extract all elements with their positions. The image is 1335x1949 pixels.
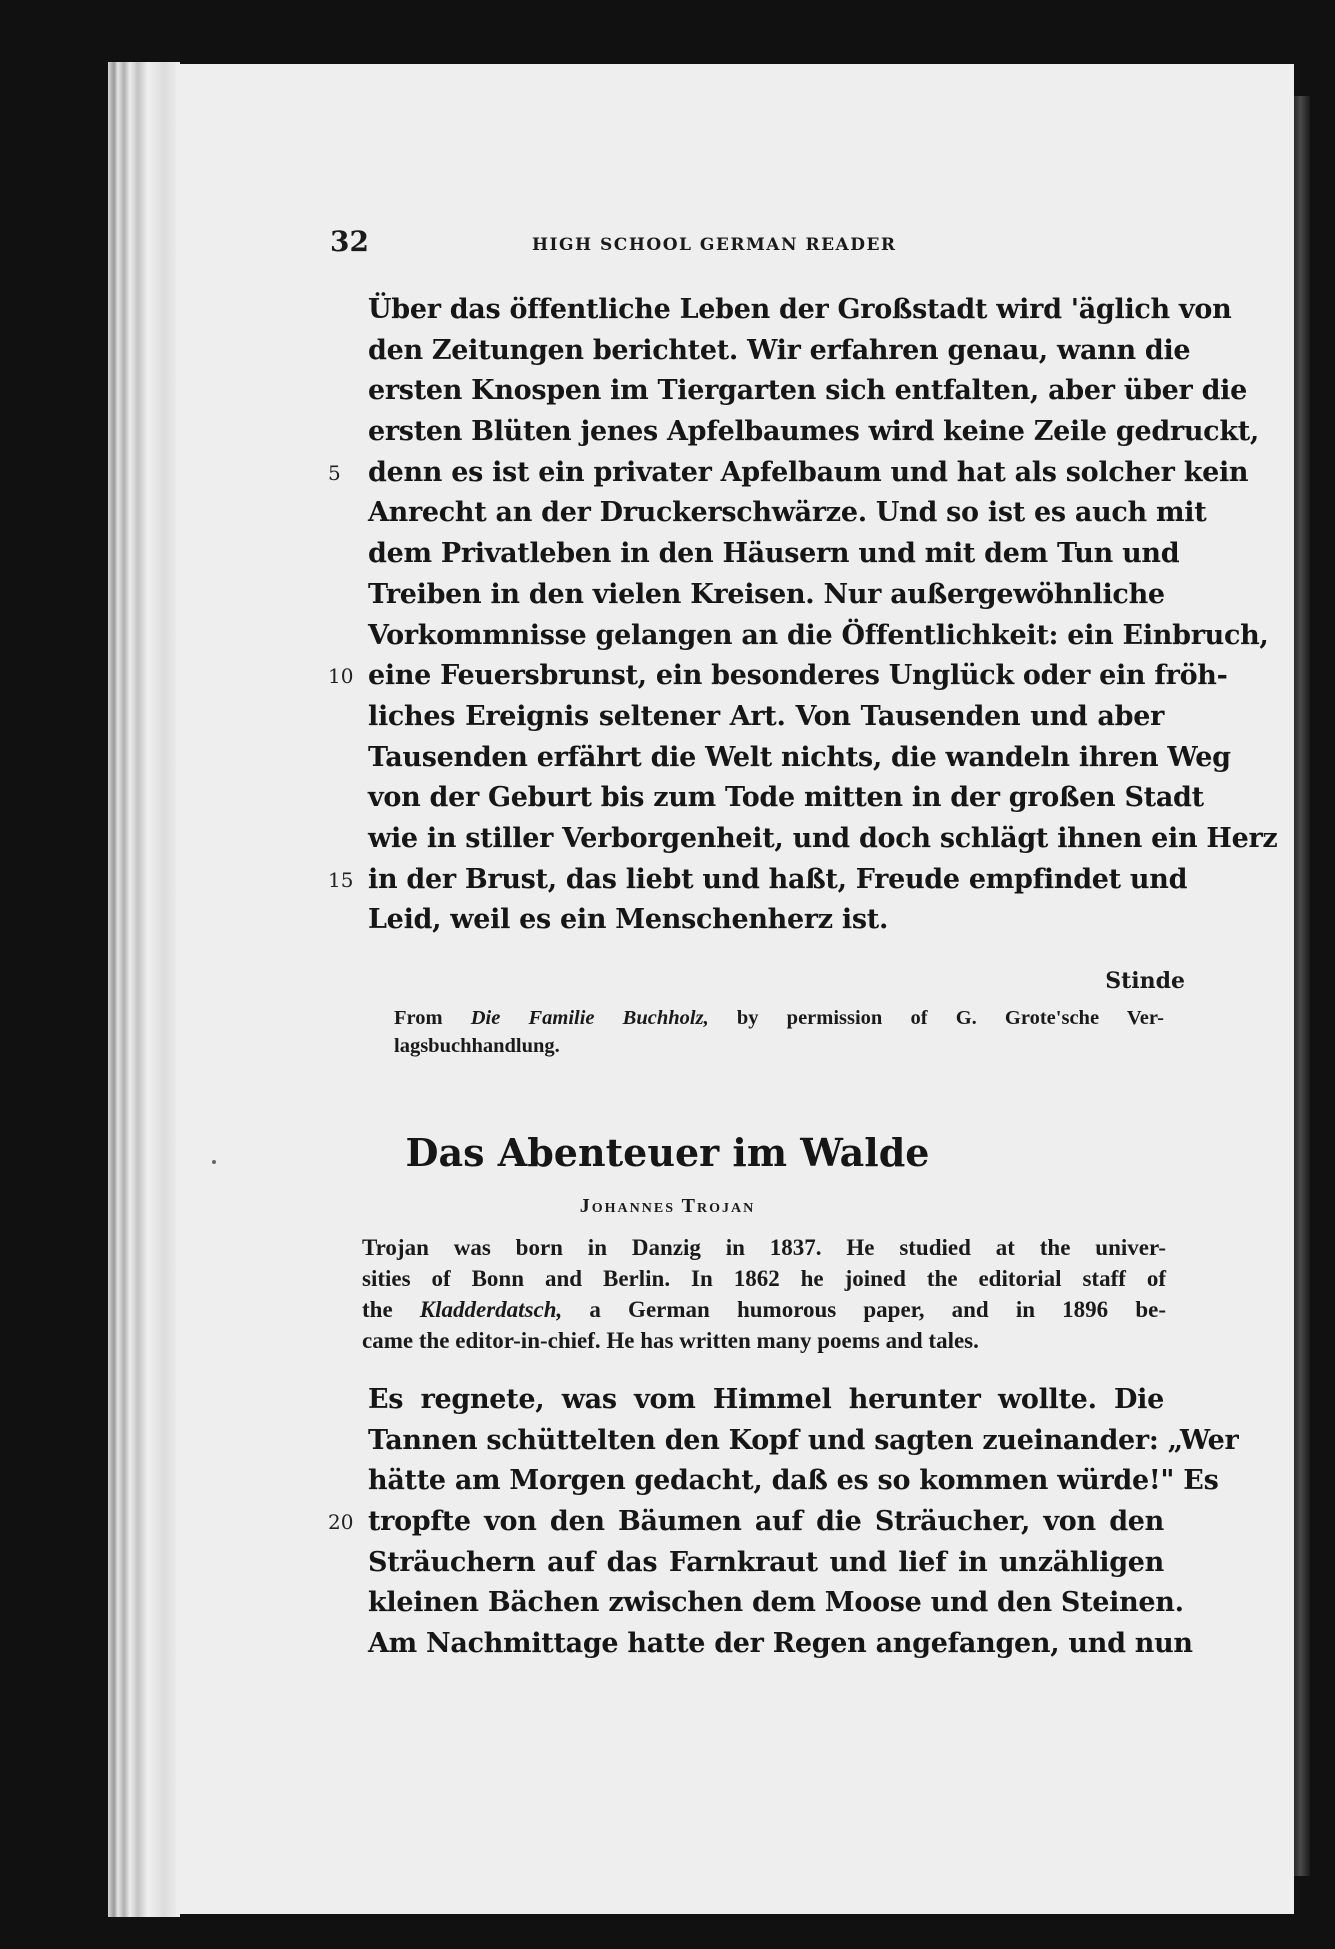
line-number: 5 [328, 460, 341, 485]
text-line [368, 819, 1278, 860]
text-line [328, 1502, 1164, 1543]
line-text: den Zeitungen berichtet. Wir erfahren genau, wann die [368, 334, 1191, 366]
text-line [368, 1380, 1164, 1421]
line-text: von der Geburt bis zum Tode mitten in der großen Stadt [368, 782, 1204, 814]
bio-line-3 [362, 1294, 1166, 1325]
footnote-prefix: From [394, 1007, 471, 1029]
line-text: liches Ereignis seltener Art. Von Tausenden und aber [368, 700, 1164, 732]
line-number: 20 [328, 1510, 354, 1535]
text-line [368, 900, 1164, 941]
line-text: Am Nachmittage hatte der Regen angefangen, und nun [368, 1628, 1193, 1660]
line-text: wie in stiller Verborgenheit, und doch schlägt ihnen ein Herz [368, 822, 1278, 854]
line-text: denn es ist ein privater Apfelbaum und hat als solcher kein [368, 456, 1249, 488]
line-text: Anrecht an der Druckerschwärze. Und so ist es auch mit [368, 497, 1207, 529]
text-line [368, 290, 1232, 331]
author-bio [362, 1232, 1166, 1356]
text-line [368, 1421, 1239, 1462]
bio-line-2: sities of Bonn and Berlin. In 1862 he joined the editorial staff of [362, 1266, 1166, 1291]
text-line [368, 575, 1164, 616]
line-text: Treiben in den vielen Kreisen. Nur außergewöhnliche [368, 578, 1165, 610]
line-text: Vorkommnisse gelangen an die Öffentlichkeit: ein Einbruch, [368, 619, 1269, 651]
footnote-rest: by permission of G. Grote'sche Ver- [708, 1007, 1165, 1029]
line-text: ersten Knospen im Tiergarten sich entfalten, aber über die [368, 375, 1247, 407]
section-author: Johannes Trojan [579, 1195, 756, 1217]
line-text: ersten Blüten jenes Apfelbaumes wird keine Zeile gedruckt, [368, 416, 1260, 448]
page-number: 32 [330, 225, 369, 258]
text-line [328, 453, 1249, 494]
running-head: HIGH SCHOOL GERMAN READER [532, 235, 897, 255]
page-header [330, 225, 1150, 265]
text-line [368, 331, 1191, 372]
text-line [368, 738, 1231, 779]
text-line [368, 412, 1260, 453]
bio-line-3-post: a German humorous paper, and in 1896 be- [562, 1297, 1166, 1322]
passage-author: Stinde [1105, 968, 1185, 994]
footnote-line-1 [394, 1004, 1164, 1032]
bio-line-3-pre: the [362, 1297, 420, 1322]
page-binding-shadow [1294, 96, 1310, 1876]
footnote [394, 1004, 1164, 1060]
line-text: Es regnete, was vom Himmel herunter wollte. Die [368, 1384, 1164, 1415]
line-number: 15 [328, 867, 354, 892]
line-text: dem Privatleben in den Häusern und mit dem Tun und [368, 538, 1180, 570]
passage-stadt [328, 290, 1278, 941]
text-line [368, 697, 1164, 738]
line-number: 10 [328, 664, 354, 689]
line-text: hätte am Morgen gedacht, daß es so kommen würde!" Es [368, 1465, 1219, 1497]
bio-line-1: Trojan was born in Danzig in 1837. He studied at the univer- [362, 1235, 1166, 1260]
footnote-title: Die Familie Buchholz, [470, 1007, 709, 1029]
bio-journal-title: Kladderdatsch, [419, 1297, 563, 1322]
text-line [368, 493, 1207, 534]
text-line [368, 1543, 1164, 1584]
line-text: Über das öffentliche Leben der Großstadt wird 'äglich von [368, 294, 1232, 325]
line-text: in der Brust, das liebt und haßt, Freude empfindet und [368, 863, 1188, 895]
bio-line-4: came the editor-in-chief. He has written many poems and tales. [362, 1328, 979, 1353]
line-text: tropfte von den Bäumen auf die Sträucher, von den [368, 1506, 1164, 1538]
text-line [328, 656, 1228, 697]
line-text: Leid, weil es ein Menschenherz ist. [368, 904, 889, 936]
text-line [368, 1583, 1184, 1624]
section-title: Das Abenteuer im Walde [405, 1130, 930, 1175]
line-text: kleinen Bächen zwischen dem Moose und den Steinen. [368, 1587, 1184, 1619]
footnote-line-2: lagsbuchhandlung. [394, 1035, 560, 1057]
text-line [368, 534, 1180, 575]
passage-wald [328, 1380, 1239, 1665]
line-text: Sträuchern auf das Farnkraut und lief in unzähligen [368, 1546, 1164, 1578]
line-text: Tannen schüttelten den Kopf und sagten zueinander: „Wer [368, 1424, 1239, 1456]
page-stack-edge [108, 62, 180, 1917]
line-text: eine Feuersbrunst, ein besonderes Unglück oder ein fröh- [368, 660, 1228, 692]
text-line [368, 371, 1247, 412]
text-line [368, 1461, 1219, 1502]
text-line [328, 860, 1188, 901]
text-line [368, 1624, 1193, 1665]
text-line [368, 616, 1269, 657]
line-text: Tausenden erfährt die Welt nichts, die wandeln ihren Weg [368, 741, 1231, 773]
text-line [368, 778, 1204, 819]
